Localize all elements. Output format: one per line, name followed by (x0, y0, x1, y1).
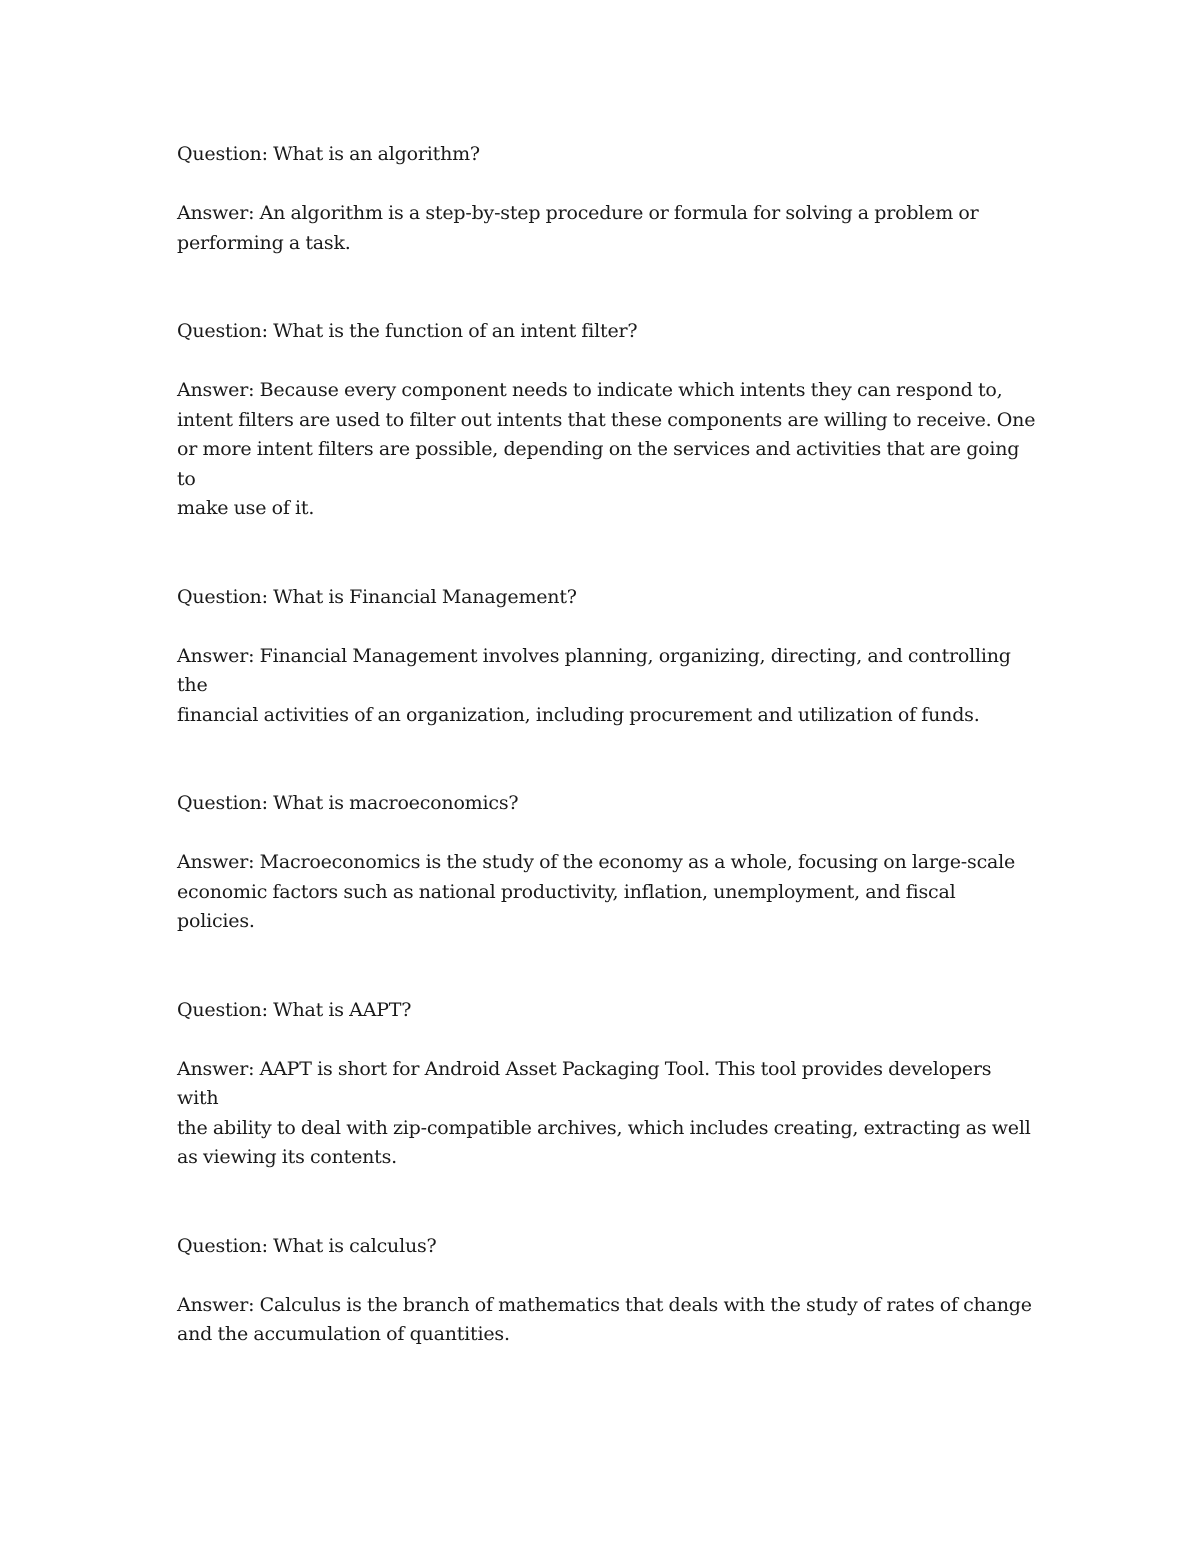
qa-item-financial-management (177, 583, 1037, 731)
question-text: Question: What is Financial Management? (177, 585, 577, 608)
question-text: Question: What is macroeconomics? (177, 792, 519, 814)
answer-text: Answer: Financial Management involves planning, organizing, directing, and controlling the financial activities of an organization, including procurement and utilization of funds. (177, 644, 1011, 726)
question-text: Question: What is the function of an intent filter? (177, 320, 638, 342)
qa-item-calculus (177, 1232, 1037, 1350)
question-text: Question: What is AAPT? (177, 998, 412, 1021)
qa-item-intent-filter (177, 317, 1037, 524)
answer-text: Answer: AAPT is short for Android Asset Packaging Tool. This tool provides developers with the ability to deal with zip-compatible archives, which includes creating, extracting as well as viewing its contents. (177, 1057, 1031, 1168)
question-text: Question: What is calculus? (177, 1234, 437, 1257)
document-body (177, 140, 1037, 1409)
answer-text: Answer: An algorithm is a step-by-step procedure or formula for solving a problem or performing a task. (177, 202, 979, 254)
qa-item-aapt (177, 996, 1037, 1173)
answer-text: Answer: Macroeconomics is the study of the economy as a whole, focusing on large-scale economic factors such as national productivity, inflation, unemployment, and fiscal policies. (177, 851, 1016, 932)
answer-text: Answer: Calculus is the branch of mathematics that deals with the study of rates of change and the accumulation of quantities. (177, 1293, 1032, 1345)
question-text: Question: What is an algorithm? (177, 143, 480, 165)
qa-item-algorithm (177, 140, 1037, 258)
answer-text: Answer: Because every component needs to indicate which intents they can respond to, intent filters are used to filter out intents that these components are willing to receive. One or more intent filters are possible, depending on the services and activities that are going to make use of it. (177, 379, 1036, 519)
qa-item-macroeconomics (177, 789, 1037, 937)
